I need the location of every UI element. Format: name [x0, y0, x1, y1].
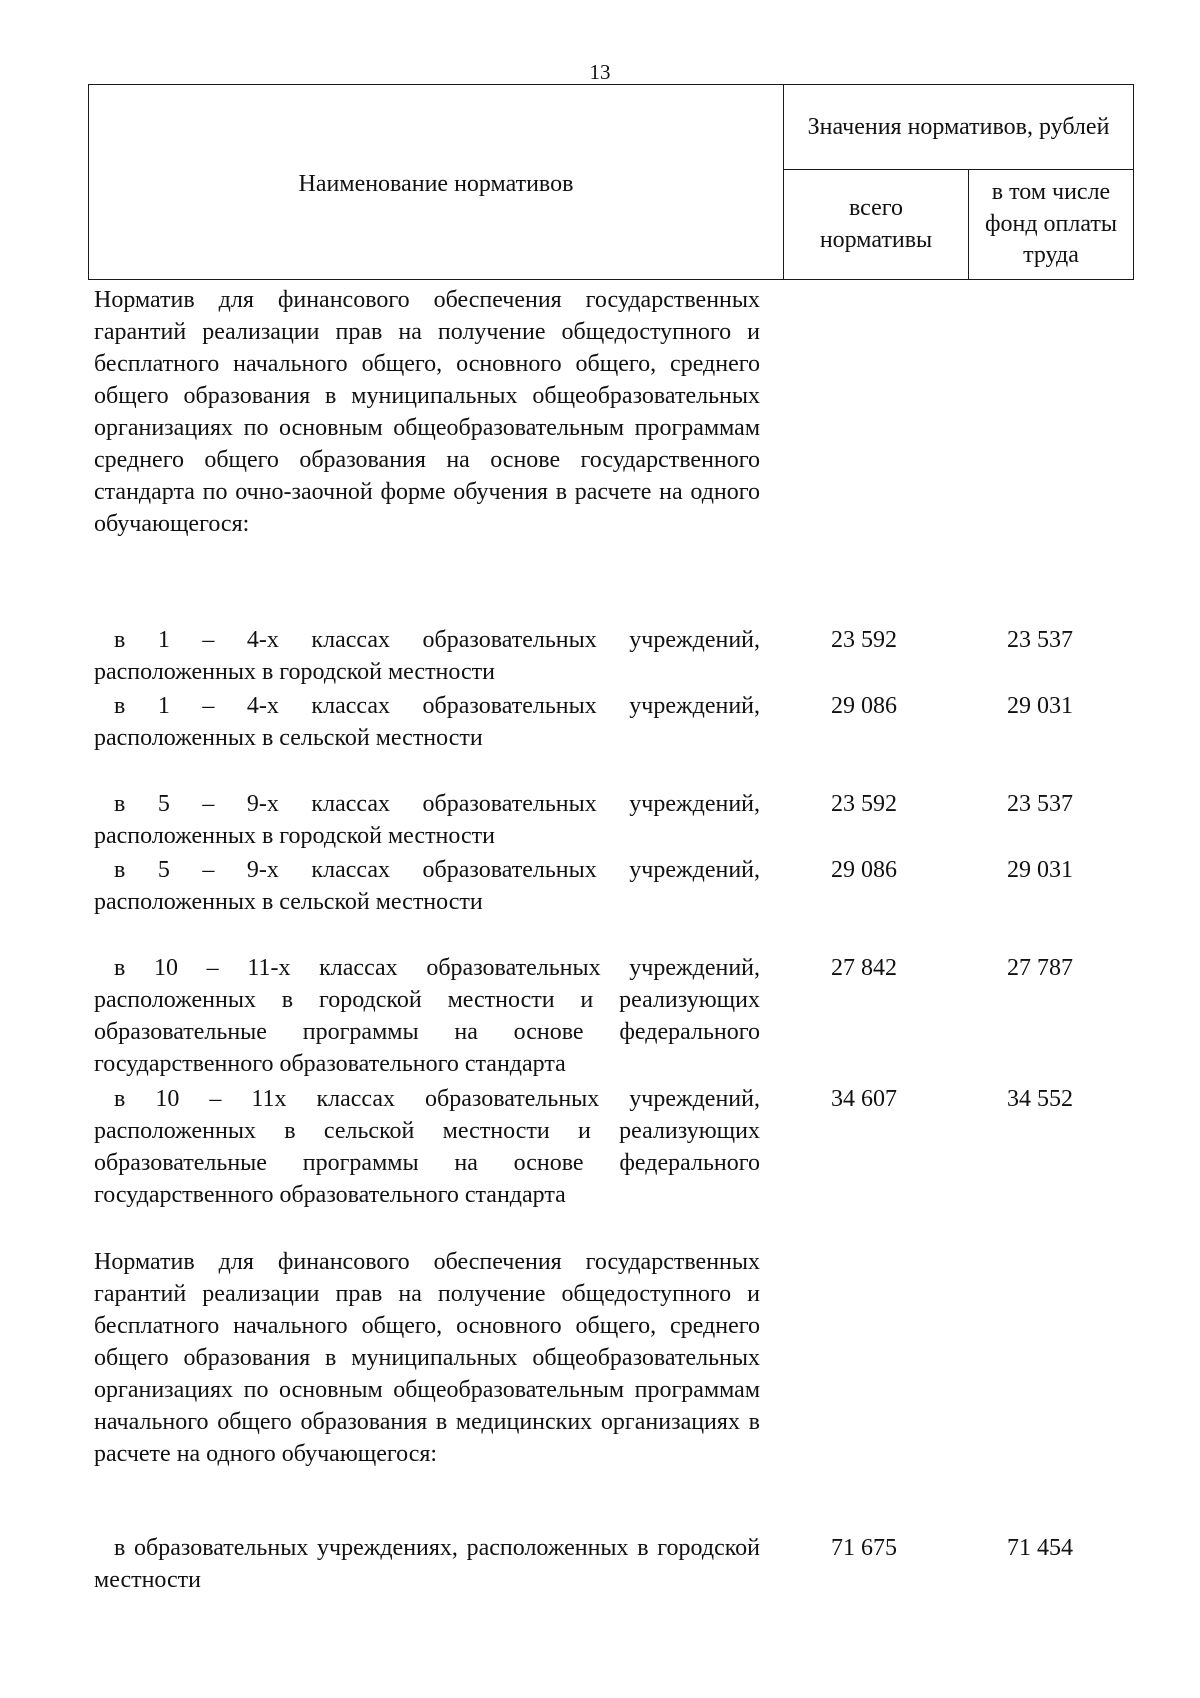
- column-header-wage-fund: в том числе фонд оплаты труда: [969, 170, 1134, 280]
- page-number: 13: [589, 60, 611, 84]
- table-row-total: 29 086: [831, 857, 897, 883]
- table-row-label: в 5 – 9-х классах образовательных учреждений, расположенных в городской местности: [94, 791, 760, 849]
- table-header: [88, 84, 1134, 280]
- column-header-total: всего нормативы: [784, 170, 969, 280]
- table-row-wage-fund: 71 454: [1007, 1535, 1073, 1561]
- table-row-total: 71 675: [831, 1535, 897, 1561]
- table-row-label: в 10 – 11х классах образовательных учреждений, расположенных в сельской местности и реализующих образовательные программы на основе федерального государственного образовательного стандарта: [94, 1086, 760, 1208]
- table-row-wage-fund: 23 537: [1007, 627, 1073, 653]
- section-title: Норматив для финансового обеспечения государственных гарантий реализации прав на получение общедоступного и бесплатного начального общего, основного общего, среднего общего образования в муниципальных общеобразовательных организациях по основным общеобразовательным программам начального общего образования в медицинских организациях в расчете на одного обучающегося:: [94, 1249, 760, 1467]
- section-title: Норматив для финансового обеспечения государственных гарантий реализации прав на получение общедоступного и бесплатного начального общего, основного общего, среднего общего образования в муниципальных общеобразовательных организациях по основным общеобразовательным программам среднего общего образования на основе государственного стандарта по очно-заочной форме обучения в расчете на одного обучающегося:: [94, 287, 760, 537]
- table-row-wage-fund: 23 537: [1007, 791, 1073, 817]
- table-row-total: 23 592: [831, 791, 897, 817]
- table-row-label: в образовательных учреждениях, расположенных в городской местности: [94, 1535, 760, 1593]
- column-header-values: Значения нормативов, рублей: [784, 85, 1134, 170]
- table-row-label: в 5 – 9-х классах образовательных учреждений, расположенных в сельской местности: [94, 857, 760, 915]
- table-row-total: 29 086: [831, 693, 897, 719]
- table-row-total: 23 592: [831, 627, 897, 653]
- table-row-total: 34 607: [831, 1086, 897, 1112]
- table-row-label: в 1 – 4-х классах образовательных учреждений, расположенных в городской местности: [94, 627, 760, 685]
- table-row-total: 27 842: [831, 955, 897, 981]
- column-header-name: Наименование нормативов: [89, 85, 784, 280]
- table-row-wage-fund: 34 552: [1007, 1086, 1073, 1112]
- table-row-wage-fund: 29 031: [1007, 693, 1073, 719]
- table-row-label: в 10 – 11-х классах образовательных учреждений, расположенных в городской местности и реализующих образовательные программы на основе федерального государственного образовательного стандарта: [94, 955, 760, 1077]
- table-row-wage-fund: 29 031: [1007, 857, 1073, 883]
- table-row-wage-fund: 27 787: [1007, 955, 1073, 981]
- table-row-label: в 1 – 4-х классах образовательных учреждений, расположенных в сельской местности: [94, 693, 760, 751]
